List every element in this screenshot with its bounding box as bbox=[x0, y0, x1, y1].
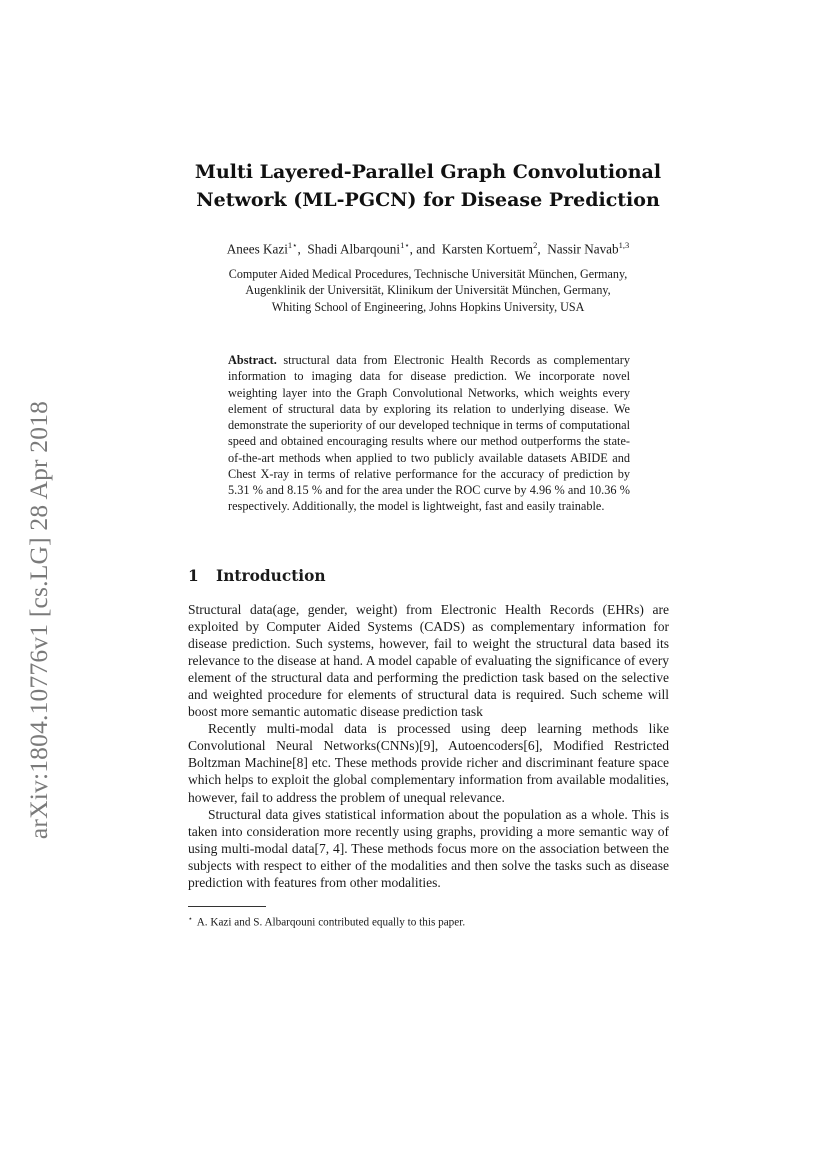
footnote-rule bbox=[188, 906, 266, 907]
author-separator: , and bbox=[409, 241, 439, 257]
author-name: Nassir Navab bbox=[547, 241, 619, 257]
arxiv-identifier-text: arXiv:1804.10776v1 [cs.LG] 28 Apr 2018 bbox=[24, 400, 53, 840]
section-title: Introduction bbox=[216, 567, 326, 585]
paper-title-line-1: Multi Layered-Parallel Graph Convolutional bbox=[194, 161, 662, 183]
paper-title bbox=[150, 158, 706, 214]
affiliation-line: Augenklinik der Universität, Klinikum der Universität München, Germany, bbox=[245, 283, 611, 298]
abstract-text: structural data from Electronic Health Records as complementary information to imaging data for disease prediction. We incorporate novel weighting layer into the Graph Convolutional Networks, which weights every element of structural data by exploring its relation to underlying disease. We demonstrate the superiority of our developed technique in terms of computational speed and obtained encouraging results where our method outperforms the state-of-the-art methods when applied to two publicly available datasets ABIDE and Chest X-ray in terms of relative performance for the accuracy of prediction by 5.31 % and 8.15 % and for the area under the ROC curve by 4.96 % and 10.36 % respectively. Additionally, the model is lightweight, fast and easily trainable. bbox=[228, 353, 630, 514]
footnote-text: A. Kazi and S. Albarqouni contributed equally to this paper. bbox=[196, 916, 466, 929]
affiliation-line: Computer Aided Medical Procedures, Technische Universität München, Germany, bbox=[228, 267, 628, 281]
author-separator: , bbox=[297, 241, 305, 257]
author-affiliation-mark: 1⋆ bbox=[400, 240, 410, 250]
section-heading bbox=[188, 566, 326, 586]
footnote bbox=[188, 911, 669, 931]
section-number: 1 bbox=[188, 567, 199, 585]
body-paragraph: Structural data(age, gender, weight) from Electronic Health Records (EHRs) are exploited by Computer Aided Systems (CADS) as complementary information for disease prediction. Such systems, however, fail to weight the structural data based its relevance to the disease at hand. A model capable of evaluating the significance of every element of the structural data and performing the prediction task based on the selective and weighted procedure for elements of structural data is required. Such scheme will boost more semantic automatic disease prediction task bbox=[188, 602, 669, 720]
abstract-label: Abstract. bbox=[228, 353, 277, 367]
section-body bbox=[188, 601, 669, 891]
footnote-marker: ⋆ bbox=[188, 914, 193, 923]
abstract bbox=[228, 352, 630, 515]
affiliation-line: Whiting School of Engineering, Johns Hopkins University, USA bbox=[271, 299, 585, 314]
body-paragraph: Structural data gives statistical information about the population as a whole. This is taken into consideration more recently using graphs, providing a more semantic way of using multi-modal data[7, 4]. These methods focus more on the association between the subjects with respect to either of the modalities and then solve the tasks such as disease prediction with features from other modalities. bbox=[188, 806, 669, 890]
author-affiliation-mark: 2 bbox=[533, 240, 538, 250]
affiliations bbox=[150, 266, 706, 315]
paper-title-line-2: Network (ML-PGCN) for Disease Prediction bbox=[196, 189, 660, 211]
author-name: Anees Kazi bbox=[226, 241, 288, 257]
author-list bbox=[150, 236, 706, 258]
author-affiliation-mark: 1,3 bbox=[618, 240, 630, 250]
author-name: Karsten Kortuem bbox=[441, 241, 534, 257]
author-name: Shadi Albarqouni bbox=[307, 241, 401, 257]
author-separator: , bbox=[537, 241, 544, 257]
arxiv-identifier bbox=[21, 390, 57, 850]
author-affiliation-mark: 1⋆ bbox=[287, 240, 298, 250]
body-paragraph: Recently multi-modal data is processed using deep learning methods like Convolutional Neural Networks(CNNs)[9], Autoencoders[6], Modified Restricted Boltzman Machine[8] etc. These methods provide richer and discriminant feature space which helps to exploit the global complementary information from available modalities, however, fail to address the problem of unequal relevance. bbox=[188, 721, 669, 805]
